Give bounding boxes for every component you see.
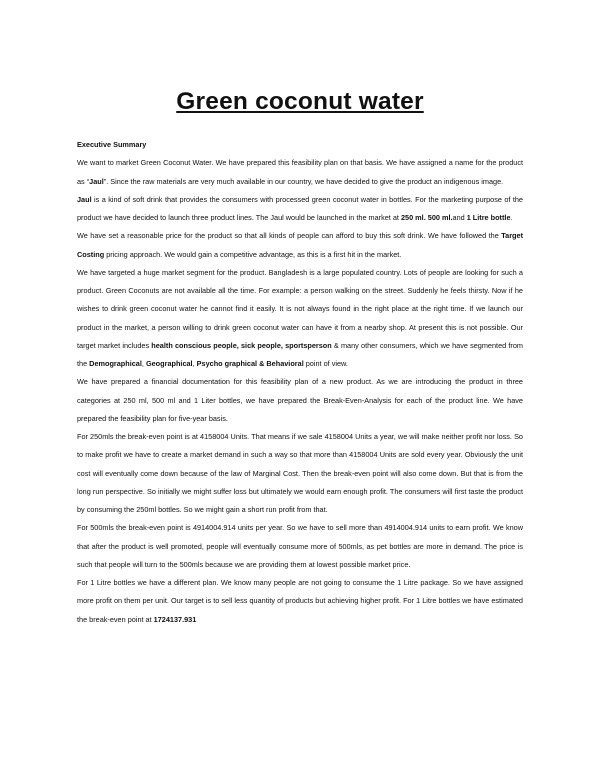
document-title: Green coconut water bbox=[176, 88, 424, 115]
paragraph-financial: We have prepared a financial documentation for this feasibility plan of a new product. As we are introducing the product in three categories at 250 ml, 500 ml and 1 Liter bottles, we have prepared the Break-Even-Analysis for each of the product line. We have prepared the feasibility plan for five-year basis. bbox=[77, 377, 523, 423]
paragraph-product: Jaul is a kind of soft drink that provides the consumers with processed green coconut water in bottles. For the marketing purpose of the product we have decided to launch three product lines. The Jaul would be launched in the market at 250 ml. 500 ml.and 1 Litre bottle. bbox=[77, 194, 523, 222]
paragraph-250ml: For 250mls the break-even point is at 4158004 Units. That means if we sale 4158004 Units a year, we will make neither profit nor loss. So to make profit we have to create a market demand in such a way so that more than 4158004 Units are sold every year. Obviously the unit cost will eventually come down because of the law of Marginal Cost. Then the break-even point will also come down. But that is from the long run perspective. So initially we might suffer loss but ultimately we would earn enough profit. The consumers will first taste the product by consuming the 250ml bottles. So we might gain a short run profit from that. bbox=[77, 432, 523, 514]
paragraph-1litre: For 1 Litre bottles we have a different plan. We know many people are not going to consume the 1 Litre package. So we have assigned more profit on them per unit. Our target is to sell less quantity of products but achieving higher profit. For 1 Litre bottles we have estimated the break-even point at 1724137.931 bbox=[77, 578, 523, 624]
paragraph-pricing: We have set a reasonable price for the product so that all kinds of people can afford to buy this soft drink. We have followed the Target Costing pricing approach. We would gain a competitive advantage, as this is a first hit in the market. bbox=[77, 231, 523, 259]
paragraph-target-market: We have targeted a huge market segment for the product. Bangladesh is a large populated country. Lots of people are looking for such a product. Green Coconuts are not available all the time. For example: a person walking on the street. Suddenly he feels thirsty. Now if he wishes to drink green coconut water he cannot find it easily. It is not always found in the right place at the right time. If we launch our product in the market, a person willing to drink green coconut water can have it from a nearby shop. At present this is not possible. Our target market includes health conscious people, sick people, sportsperson & many other consumers, which we have segmented from the Demographical, Geographical, Psycho graphical & Behavioral point of view. bbox=[77, 267, 523, 368]
section-heading: Executive Summary bbox=[77, 140, 147, 149]
document-body bbox=[77, 136, 523, 629]
paragraph-intro: We want to market Green Coconut Water. We have prepared this feasibility plan on that basis. We have assigned a name for the product as “Jaul”. Since the raw materials are very much available in our country, we have decided to give the product an indigenous image. bbox=[77, 158, 523, 186]
paragraph-500ml: For 500mls the break-even point is 4914004.914 units per year. So we have to sell more than 4914004.914 units to earn profit. We know that after the product is well promoted, people will eventually consume more of 500mls, as pet bottles are more in demand. The price is such that people will turn to the 500mls because we are providing them at lowest possible market price. bbox=[77, 523, 523, 569]
